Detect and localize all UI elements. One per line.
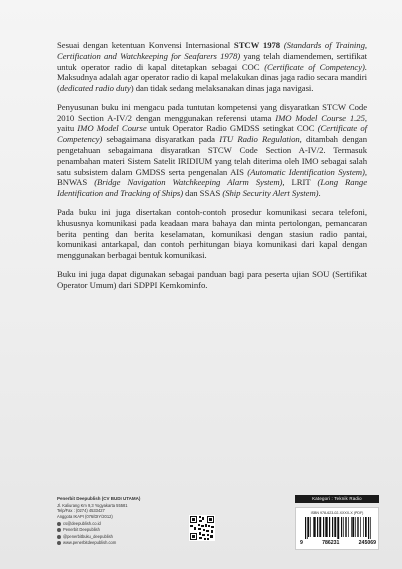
barcode-digits — [300, 540, 376, 546]
contact-text: Penerbit Deepublish — [63, 527, 100, 533]
barcode-group-2: 245069 — [358, 540, 376, 546]
category-label: Kategori : Teknik Radio — [295, 495, 379, 503]
contact-instagram — [57, 534, 157, 540]
barcode-digit-first: 9 — [300, 540, 303, 546]
text-italic: dedicated radio duty — [59, 83, 131, 94]
contact-website — [57, 540, 157, 546]
text-italic: (Long Range Identification and Tracking of Ships) — [57, 177, 367, 199]
text: yang telah diamendemen, sertifikat untuk operator radio di kapal ditetapkan sebagai COC — [57, 50, 368, 72]
text-italic: ITU Radio Regulation, — [219, 134, 302, 145]
qr-code — [189, 515, 215, 541]
text-italic: (Standards of Training, Certification and Watchkeeping for Seafarers 1978) — [57, 40, 367, 61]
text: Sesuai dengan ketentuan Konvensi Internasional — [57, 40, 234, 50]
paragraph-3: Pada buku ini juga disertakan contoh-contoh prosedur komunikasi secara telefoni, khususnya komunikasi pada keadaan mara bahaya dan minta pertolongan, pemancaran berita penting dan berita keselamatan, komunikasi dengan stasiun radio pantai, komunikasi antarkapal, dan contoh perhitungan biaya komunikasi dari kapal dengan menggunakan berbagai bentuk komunikasi. — [57, 206, 367, 261]
qr-code-image — [189, 515, 215, 541]
text: . — [318, 188, 321, 199]
blurb-text — [57, 40, 367, 298]
text: Maksudnya adalah agar operator radio di kapal melakukan dinas jaga radio secara mandiri ( — [57, 72, 367, 94]
paragraph-4: Buku ini juga dapat digunakan sebagai panduan bagi para peserta ujian SOU (Sertifikat Operator Umum) dari SDPPI Kemkominfo. — [57, 268, 367, 290]
text: dan SSAS — [183, 188, 223, 199]
barcode-icon — [305, 517, 371, 539]
instagram-icon — [57, 535, 61, 539]
isbn-block — [295, 495, 379, 550]
contact-text: @penerbitbuku_deepublish — [63, 533, 113, 539]
text-italic: (Automatic Identification System) — [247, 166, 365, 177]
paragraph-1 — [57, 40, 367, 94]
email-icon — [57, 522, 61, 526]
contact-text: cs@deepublish.co.id — [63, 520, 101, 526]
text: ) dan tidak sedang melaksanakan dinas jaga navigasi. — [130, 83, 314, 94]
globe-icon — [57, 541, 61, 545]
text-italic: (Bridge Navigation Watchkeeping Alarm System) — [94, 177, 283, 188]
isbn-box — [295, 507, 379, 550]
contact-email — [57, 521, 157, 527]
isbn-label: ISBN 978-623-02-XXXX-X (PDF) — [310, 511, 364, 515]
text: , BNWAS — [57, 166, 367, 188]
publisher-info — [57, 496, 157, 546]
publisher-ikapi: Anggota IKAPI (076/DIY/2012) — [57, 514, 113, 520]
facebook-icon — [57, 528, 61, 532]
contact-facebook — [57, 527, 157, 533]
barcode-group-1: 786231 — [322, 540, 340, 546]
contact-text: www.penerbitdeepublish.com — [63, 540, 117, 546]
text: , LRIT — [282, 177, 318, 188]
publisher-telp: Telp/Fax : (0274) 4533427 — [57, 508, 105, 514]
publisher-address: Jl. Kaliurang Km 9,3 Yogyakarta 55581 — [57, 502, 128, 508]
text: , yaitu — [57, 112, 367, 134]
text: sebagaimana disyaratkan pada — [102, 134, 220, 145]
paragraph-2 — [57, 102, 367, 199]
text: untuk Operator Radio GMDSS setingkat COC — [146, 123, 318, 134]
text-italic: (Certificate of Competency) — [57, 123, 367, 145]
text-italic: IMO Model Course — [77, 123, 147, 134]
text-bold: STCW 1978 — [233, 40, 281, 50]
text-italic: IMO Model Course 1.25 — [275, 112, 365, 123]
text-italic: (Ship Security Alert System) — [222, 188, 319, 199]
text: ditambah dengan pengetahuan sebagaimana disyaratkan STCW Code Section A-IV/2. Termasuk penambahan materi Sistem Satelit IRIDIUM yang telah diterima oleh IMO sebagai salah satu subsistem dalam GMDSS serta pengenalan AIS — [57, 134, 367, 177]
text-italic: (Certificate of Competency). — [264, 61, 367, 72]
publisher-name: Penerbit Deepublish (CV BUDI UTAMA) — [57, 496, 141, 501]
text: Penyusunan buku ini mengacu pada tuntutan kompetensi yang disyaratkan STCW Code 2010 Section A-IV/2 dengan menggunakan referensi utama — [57, 101, 367, 123]
